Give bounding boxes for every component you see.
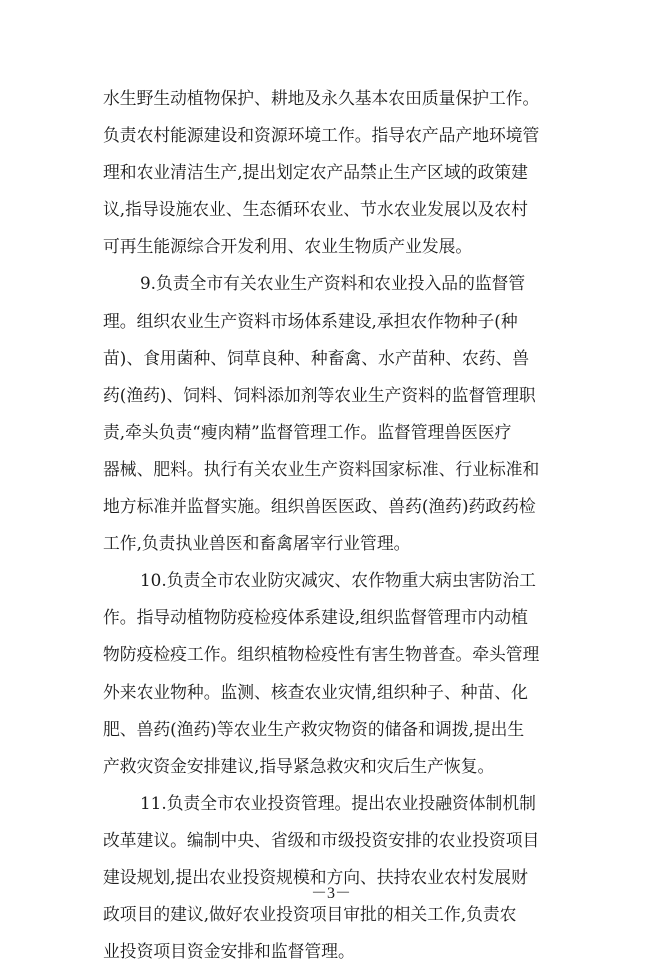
page-number: －3－ (310, 885, 351, 902)
text-line: 苗)、食用菌种、饲草良种、种畜禽、水产苗种、农药、兽 (103, 347, 530, 368)
text-line: 议,指导设施农业、生态循环农业、节水农业发展以及农村 (103, 199, 528, 220)
text-line: 工作,负责执业兽医和畜禽屠宰行业管理。 (103, 533, 411, 554)
text-line: 责,牵头负责“瘦肉精”监督管理工作。监督管理兽医医疗 (103, 421, 512, 442)
text-line: 作。指导动植物防疫检疫体系建设,组织监督管理市内动植 (103, 607, 528, 628)
text-line: 政项目的建议,做好农业投资项目审批的相关工作,负责农 (103, 904, 517, 925)
text-line: 产救灾资金安排建议,指导紧急救灾和灾后生产恢复。 (103, 755, 495, 776)
text-line: 业投资项目资金安排和监督管理。 (103, 941, 355, 962)
text-line: 理。组织农业生产资料市场体系建设,承担农作物种子(种 (103, 310, 518, 331)
text-line: 可再生能源综合开发利用、农业生物质产业发展。 (103, 236, 473, 257)
text-line: 负责农村能源建设和资源环境工作。指导农产品产地环境管 (103, 125, 540, 146)
text-line: 药(渔药)、饲料、饲料添加剂等农业生产资料的监督管理职 (103, 384, 536, 405)
text-line: 建设规划,提出农业投资规模和方向、扶持农业农村发展财 (103, 866, 528, 887)
document-body (103, 80, 563, 970)
paragraph-9-first-line: 9.负责全市有关农业生产资料和农业投入品的监督管 (140, 273, 526, 294)
text-line: 改革建议。编制中央、省级和市级投资安排的农业投资项目 (103, 829, 540, 850)
text-line: 肥、兽药(渔药)等农业生产救灾物资的储备和调拨,提出生 (103, 718, 525, 739)
text-line: 水生野生动植物保护、耕地及永久基本农田质量保护工作。 (103, 88, 540, 108)
paragraph-11-first-line: 11.负责全市农业投资管理。提出农业投融资体制机制 (140, 792, 536, 813)
text-line: 理和农业清洁生产,提出划定农产品禁止生产区域的政策建 (103, 162, 528, 183)
text-line: 外来农业物种。监测、核查农业灾情,组织种子、种苗、化 (103, 681, 528, 702)
text-line: 器械、肥料。执行有关农业生产资料国家标准、行业标准和 (103, 458, 540, 479)
paragraph-10-first-line: 10.负责全市农业防灾减灾、农作物重大病虫害防治工 (140, 570, 536, 591)
text-line: 地方标准并监督实施。组织兽医医政、兽药(渔药)药政药检 (103, 496, 536, 517)
text-line: 物防疫检疫工作。组织植物检疫性有害生物普查。牵头管理 (103, 644, 540, 665)
